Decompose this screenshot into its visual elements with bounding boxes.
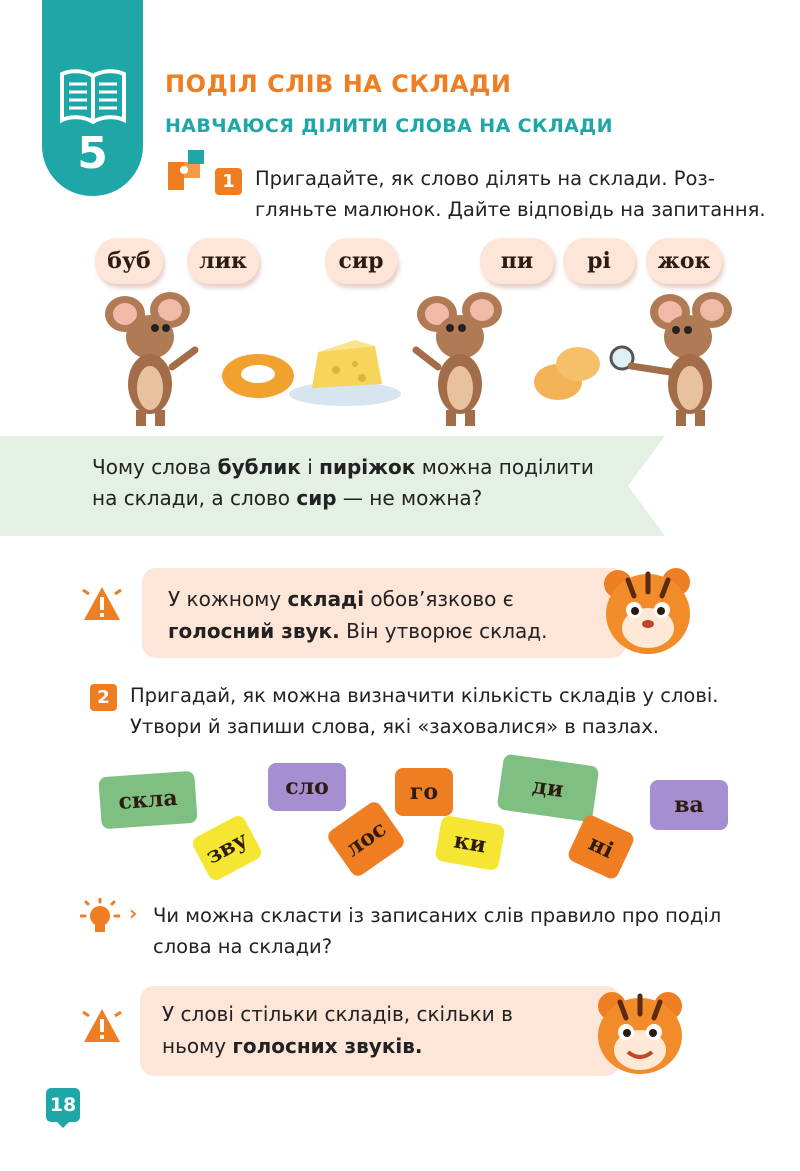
book-icon — [58, 68, 128, 126]
puzzle-syllable: ні — [584, 830, 618, 864]
puzzle-icon — [166, 148, 210, 192]
puzzle-syllable: скла — [117, 784, 179, 816]
puzzle-syllable: ки — [451, 827, 489, 859]
rule-text: У кожному складі обов’язково є голосний звук. Він утворює склад. — [168, 587, 548, 643]
warning-icon — [80, 1004, 124, 1048]
puzzle-piece — [395, 768, 453, 816]
syllable-chip: буб — [95, 238, 163, 284]
page-number-tab — [55, 1120, 71, 1130]
syllable-chip: сир — [325, 238, 397, 284]
rule-text: У слові стільки складів, скільки в ньому голосних звуків. — [162, 1002, 513, 1058]
arrow-marker: › — [129, 901, 138, 925]
syllable-chip: пи — [480, 238, 554, 284]
puzzle-piece — [190, 813, 264, 883]
think-line-1: Чи можна скласти із записаних слів правило про поділ — [153, 904, 722, 927]
lesson-subtitle: НАВЧАЮСЯ ДІЛИТИ СЛОВА НА СКЛАДИ — [165, 115, 613, 137]
task-1-number: 1 — [215, 168, 242, 195]
puzzle-piece — [98, 771, 197, 830]
syllable-chip: рі — [563, 238, 635, 284]
task-2-line-2: Утвори й запиши слова, які «заховалися» в пазлах. — [130, 715, 660, 738]
tiger-illustration — [598, 562, 698, 660]
tiger-illustration — [588, 986, 692, 1078]
mice-illustration — [100, 292, 740, 430]
page-number: 18 — [46, 1088, 80, 1122]
task-1-line-1: Пригадайте, як слово ділять на склади. Роз- — [255, 167, 715, 190]
puzzle-syllable: ва — [674, 792, 704, 818]
lesson-number: 5 — [77, 128, 108, 179]
question-text: Чому слова бублик і пиріжок можна поділити на склади, а слово сир — не можна? — [92, 455, 594, 510]
task-1-line-2: гляньте малюнок. Дайте відповідь на запитання. — [255, 198, 766, 221]
mouse-illustration — [105, 292, 195, 426]
puzzle-syllable: го — [409, 779, 439, 805]
puzzle-piece — [434, 815, 505, 871]
think-line-2: слова на склади? — [153, 935, 333, 958]
task-2-number: 2 — [90, 684, 117, 711]
task-2-line-1: Пригадай, як можна визначити кількість складів у слові. — [130, 684, 719, 707]
puzzle-piece — [268, 763, 346, 811]
lightbulb-icon — [80, 898, 120, 938]
puzzle-syllable: зву — [201, 826, 253, 870]
lesson-title: ПОДІЛ СЛІВ НА СКЛАДИ — [165, 70, 512, 98]
syllable-chip: жок — [646, 238, 722, 284]
puzzle-syllable: лос — [340, 815, 392, 863]
puzzle-syllable: ди — [530, 772, 566, 804]
warning-icon — [80, 582, 124, 626]
puzzle-syllable: сло — [285, 774, 329, 800]
puzzle-piece — [497, 754, 600, 823]
puzzle-piece — [650, 780, 728, 830]
syllable-chip: лик — [187, 238, 259, 284]
puzzle-piece — [566, 813, 636, 881]
